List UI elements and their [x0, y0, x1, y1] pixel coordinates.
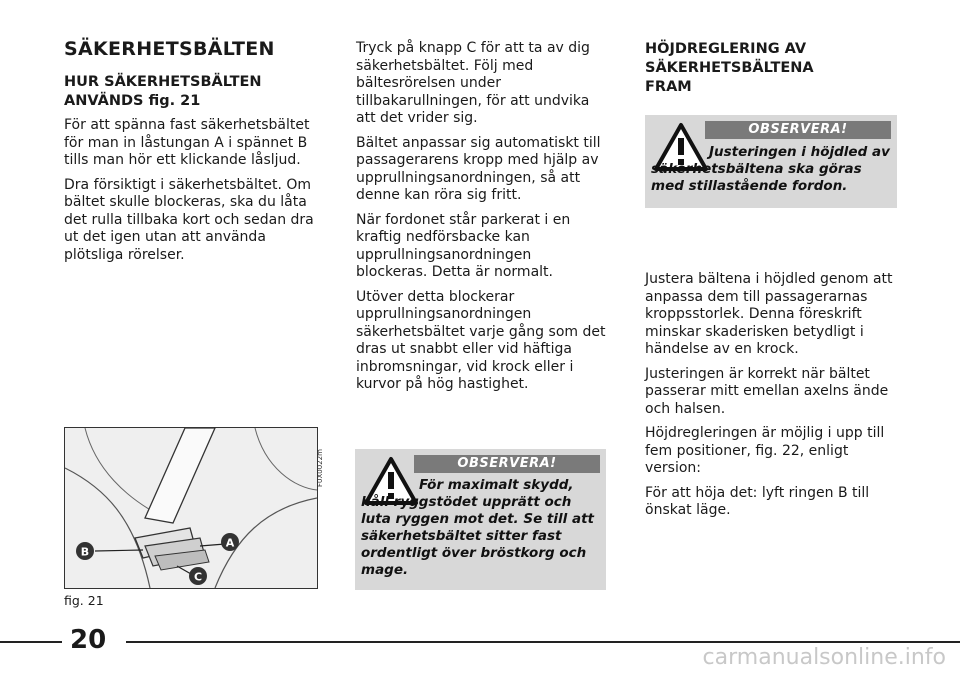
paragraph: Dra försiktigt i säkerhetsbältet. Om bältet skulle blockeras, ska du låta det rulla tillbaka kort och sedan dra ut det igen utan att använda plötsliga rörelser. — [64, 176, 314, 263]
seatbelt-illustration — [65, 428, 317, 588]
subsection-title: HUR SÄKERHETSBÄLTEN ANVÄNDS fig. 21 — [64, 74, 262, 109]
paragraph: Bältet anpassar sig automatiskt till passagerarens kropp med hjälp av upprullningsanordningen, så att denne kan röra sig fritt. — [356, 134, 601, 203]
warning-label: OBSERVERA! — [705, 121, 891, 139]
figure-caption: fig. 21 — [64, 593, 104, 608]
paragraph: För att spänna fast säkerhetsbältet för man in låstungan A i spännet B tills man hör ett klickande låsljud. — [64, 117, 310, 168]
page-number: 20 — [70, 625, 107, 655]
column-left — [64, 38, 326, 271]
warning-text: Justeringen i höjdled av säkerhetsbältena ska göras med stillastående fordon. — [651, 144, 890, 194]
label-c: C — [193, 570, 203, 584]
paragraph: Utöver detta blockerar upprullningsanordningen säkerhetsbältet varje gång som det dras ut snabbt eller vid häftiga inbromsningar, vid krock eller i kurvor på hög hastighet. — [356, 288, 606, 392]
warning-label: OBSERVERA! — [414, 455, 600, 473]
paragraph: Justeringen är korrekt när bältet passerar mitt emellan axelns ände och halsen. — [645, 365, 889, 417]
warning-box-height-adjust — [645, 115, 897, 208]
warning-text: För maximalt skydd, håll ryggstödet upprätt och luta ryggen mot det. Se till att säkerhetsbältet sitter fast ordentligt över bröstkorg och mage. — [361, 477, 594, 578]
figure-seatbelt-buckle — [64, 427, 318, 589]
paragraph: Justera bältena i höjdled genom att anpassa dem till passagerarnas kroppsstorlek. Denna föreskrift minskar skaderisken betydligt i händelse av en krock. — [645, 271, 893, 357]
figure-code: F0X0022m — [316, 449, 324, 487]
paragraph: När fordonet står parkerat i en kraftig nedförsbacke kan upprullningsanordningen blockeras. Detta är normalt. — [356, 211, 571, 280]
column-right — [645, 40, 905, 527]
footer-rule-left — [0, 641, 62, 643]
warning-box-posture — [355, 449, 606, 590]
paragraph: Tryck på knapp C för att ta av dig säkerhetsbältet. Följ med bältesrörelsen under tillbakarullningen, för att undvika att det vrider sig. — [356, 40, 590, 126]
column-middle — [356, 40, 606, 401]
footer-rule-right — [126, 641, 960, 643]
watermark-text: carmanualsonline.info — [702, 645, 946, 670]
label-a: A — [225, 536, 235, 550]
label-b: B — [80, 545, 90, 559]
section-title: SÄKERHETSBÄLTEN — [64, 38, 275, 60]
paragraph: För att höja det: lyft ringen B till önskat läge. — [645, 484, 870, 518]
subsection-title: HÖJDREGLERING AV SÄKERHETSBÄLTENA FRAM — [645, 41, 814, 95]
paragraph: Höjdregleringen är möjlig i upp till fem positioner, fig. 22, enligt version: — [645, 425, 885, 476]
